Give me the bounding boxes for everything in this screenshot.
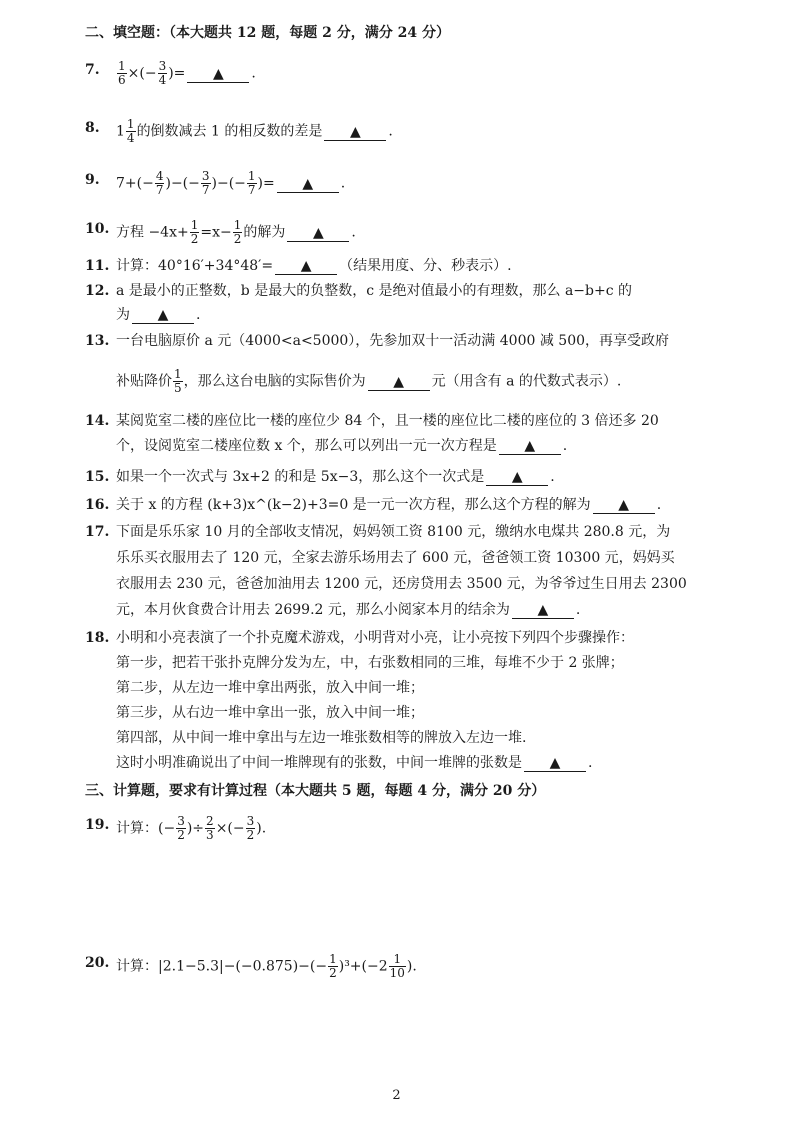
question-text: $\frac{1}{6}$ ×(− $\frac{3}{4}$ )= ▲ . bbox=[118, 59, 256, 87]
question-text-line: 小明和小亮表演了一个扑克魔术游戏，小明背对小亮，让小亮按下列四个步骤操作： bbox=[116, 630, 634, 646]
question-text-line: 个，设阅览室二楼座位数 x 个，那么可以列出一元一次方程是 ▲ . bbox=[116, 438, 568, 454]
answer-blank[interactable]: ▲ bbox=[368, 374, 430, 391]
question-number: 17. bbox=[85, 524, 110, 540]
answer-blank[interactable]: ▲ bbox=[524, 755, 586, 772]
fraction: $\frac{3}{4}$ bbox=[158, 59, 167, 87]
fraction: $\frac{1}{7}$ bbox=[247, 169, 256, 197]
answer-blank[interactable]: ▲ bbox=[593, 497, 655, 514]
question-number: 9. bbox=[85, 172, 100, 188]
fraction: $\frac{2}{3}$ bbox=[206, 814, 214, 842]
question-text: 如果一个一次式与 3x+2 的和是 5x−3，那么这个一次式是 ▲ . bbox=[116, 469, 555, 485]
question-number: 10. bbox=[85, 221, 110, 237]
question-text: 计算：40°16′+34°48′= ▲ （结果用度、分、秒表示）. bbox=[116, 258, 512, 274]
step-1: 第一步，把若干张扑克牌分发为左，中，右张数相同的三堆，每堆不少于 2 张牌； bbox=[116, 655, 624, 671]
question-number: 8. bbox=[85, 120, 100, 136]
question-number: 11. bbox=[85, 258, 110, 274]
fraction: $\frac{1}{2}$ bbox=[190, 218, 199, 246]
question-text-line: 衣服用去 230 元，爸爸加油用去 1200 元，还房贷用去 3500 元，为爷爷过生日用去 2300 bbox=[116, 576, 687, 592]
question-text-line: 这时小明准确说出了中间一堆牌现有的张数，中间一堆牌的张数是 ▲ . bbox=[116, 755, 593, 771]
section-title-calculation: 三、计算题，要求有计算过程（本大题共 5 题，每题 4 分，满分 20 分） bbox=[85, 783, 546, 799]
answer-blank[interactable]: ▲ bbox=[324, 124, 386, 141]
question-text: 方程 −4x+ $\frac{1}{2}$ =x− $\frac{1}{2}$ 的解为 ▲ . bbox=[116, 218, 356, 246]
question-number: 15. bbox=[85, 469, 110, 485]
question-text: 7+(− $\frac{4}{7}$ )−(− $\frac{3}{7}$ )−(− $\frac{1}{7}$ )= ▲ . bbox=[116, 169, 346, 197]
question-text-line: 某阅览室二楼的座位比一楼的座位少 84 个，且一楼的座位比二楼的座位的 3 倍还多 20 bbox=[116, 413, 659, 429]
question-text-line: 下面是乐乐家 10 月的全部收支情况，妈妈领工资 8100 元，缴纳水电煤共 280.8 元，为 bbox=[116, 524, 671, 540]
step-3: 第三步，从右边一堆中拿出一张，放入中间一堆； bbox=[116, 705, 424, 721]
fraction: $\frac{1}{5}$ bbox=[174, 367, 182, 395]
answer-blank[interactable]: ▲ bbox=[277, 176, 339, 193]
question-text-line: 一台电脑原价 a 元（4000<a<5000），先参加双十一活动满 4000 减 500，再享受政府 bbox=[116, 333, 670, 349]
question-number: 7. bbox=[85, 62, 100, 78]
answer-blank[interactable]: ▲ bbox=[187, 66, 249, 83]
fraction: $\frac{1}{2}$ bbox=[329, 952, 337, 980]
question-number: 20. bbox=[85, 955, 110, 971]
question-text-line: 乐乐买衣服用去了 120 元，全家去游乐场用去了 600 元，爸爸领工资 10300 元，妈妈买 bbox=[116, 550, 675, 566]
step-2: 第二步，从左边一堆中拿出两张，放入中间一堆； bbox=[116, 680, 424, 696]
section-title-fill-in: 二、填空题：（本大题共 12 题，每题 2 分，满分 24 分） bbox=[85, 25, 450, 41]
answer-blank[interactable]: ▲ bbox=[486, 469, 548, 486]
question-text-line: 为 ▲ . bbox=[116, 307, 201, 323]
question-number: 14. bbox=[85, 413, 110, 429]
fraction: $\frac{1}{10}$ bbox=[389, 952, 405, 980]
question-text-line: 元，本月伙食费合计用去 2699.2 元，那么小阅家本月的结余为 ▲ . bbox=[116, 602, 581, 618]
step-4: 第四部，从中间一堆中拿出与左边一堆张数相等的牌放入左边一堆. bbox=[116, 730, 527, 746]
question-text-line: a 是最小的正整数，b 是最大的负整数，c 是绝对值最小的有理数，那么 a−b+c 的 bbox=[116, 283, 633, 299]
answer-blank[interactable]: ▲ bbox=[275, 258, 337, 275]
question-text: 计算：|2.1−5.3|−(−0.875)−(− $\frac{1}{2}$ )³+(−2 $\frac{1}{10}$ ). bbox=[116, 952, 417, 980]
fraction: $\frac{1}{2}$ bbox=[233, 218, 242, 246]
fraction: $\frac{3}{2}$ bbox=[246, 814, 255, 842]
question-text: 关于 x 的方程 (k+3)x^(k−2)+3=0 是一元一次方程，那么这个方程的解为 ▲ . bbox=[116, 497, 662, 513]
question-number: 19. bbox=[85, 817, 110, 833]
fraction: $\frac{4}{7}$ bbox=[155, 169, 164, 197]
question-text-line: 补贴降价 $\frac{1}{5}$ ，那么这台电脑的实际售价为 ▲ 元（用含有 a 的代数式表示）. bbox=[116, 367, 622, 395]
fraction: $\frac{3}{2}$ bbox=[177, 814, 185, 842]
answer-blank[interactable]: ▲ bbox=[499, 438, 561, 455]
question-number: 13. bbox=[85, 333, 110, 349]
question-number: 18. bbox=[85, 630, 110, 646]
question-number: 16. bbox=[85, 497, 110, 513]
question-number: 12. bbox=[85, 283, 110, 299]
fraction: $\frac{1}{4}$ bbox=[126, 117, 135, 145]
page-number: 2 bbox=[392, 1088, 401, 1103]
fraction: $\frac{3}{7}$ bbox=[201, 169, 210, 197]
answer-blank[interactable]: ▲ bbox=[287, 225, 349, 242]
question-text: 1 $\frac{1}{4}$ 的倒数减去 1 的相反数的差是 ▲ . bbox=[116, 117, 393, 145]
question-text: 计算：(− $\frac{3}{2}$ )÷ $\frac{2}{3}$ ×(− $\frac{3}{2}$ ). bbox=[116, 814, 267, 842]
answer-blank[interactable]: ▲ bbox=[512, 602, 574, 619]
answer-blank[interactable]: ▲ bbox=[132, 307, 194, 324]
fraction: $\frac{1}{6}$ bbox=[118, 59, 126, 87]
